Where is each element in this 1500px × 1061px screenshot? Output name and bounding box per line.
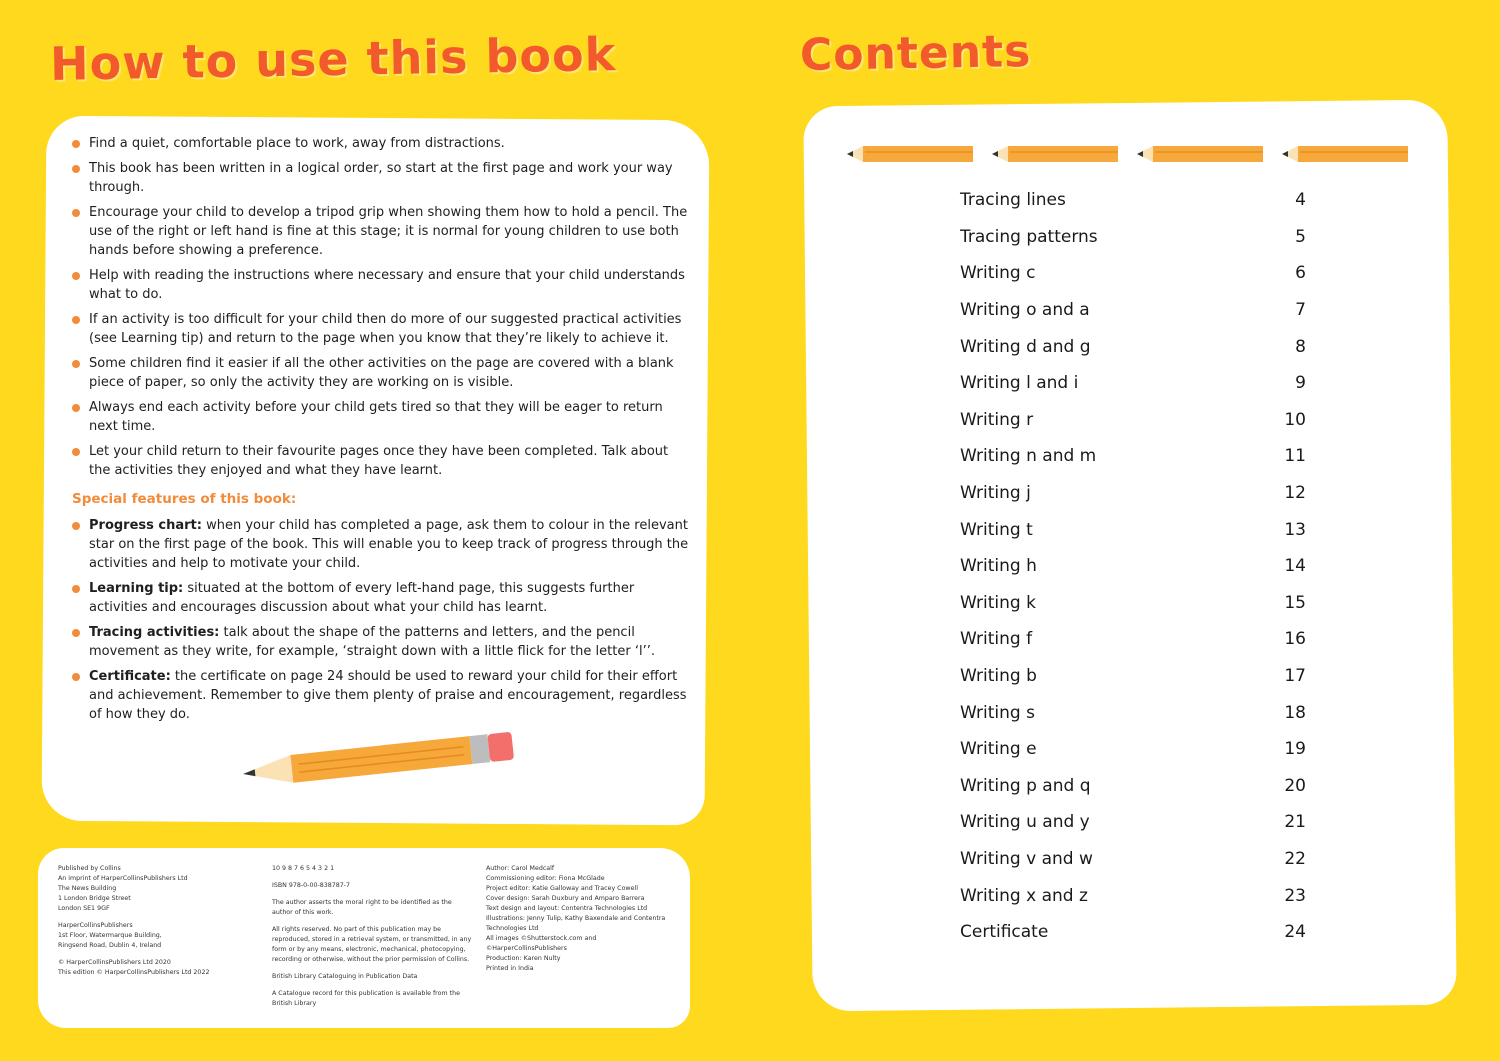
info-paragraph: © HarperCollinsPublishers Ltd 2020 This edition © HarperCollinsPublishers Ltd 2022	[58, 959, 210, 976]
toc-page-number: 10	[1284, 409, 1306, 430]
feature-term: Certificate:	[89, 669, 171, 684]
toc-entry[interactable]	[960, 511, 1306, 548]
toc-entry[interactable]	[960, 255, 1306, 292]
toc-label: Writing b	[960, 666, 1037, 687]
info-paragraph: The author asserts the moral right to be identified as the author of this work.	[272, 899, 452, 916]
pencil-eraser	[487, 732, 514, 762]
toc-entry[interactable]	[960, 768, 1306, 805]
feature-item	[72, 623, 692, 661]
toc-label: Writing h	[960, 556, 1037, 577]
feature-term: Progress chart:	[89, 518, 202, 533]
tip-item: Help with reading the instructions where necessary and ensure that your child understands what to do.	[72, 266, 692, 304]
pencil-icon	[845, 143, 975, 165]
toc-page-number: 22	[1284, 848, 1306, 869]
toc-label: Writing n and m	[960, 446, 1097, 467]
toc-page-number: 6	[1295, 263, 1306, 284]
toc-page-number: 8	[1295, 336, 1306, 357]
toc-page-number: 17	[1284, 666, 1306, 687]
toc-entry[interactable]	[960, 877, 1306, 914]
tip-item: Find a quiet, comfortable place to work, away from distractions.	[72, 134, 692, 153]
tip-item: Always end each activity before your child gets tired so that they will be eager to return next time.	[72, 398, 692, 436]
toc-entry[interactable]	[960, 621, 1306, 658]
toc-label: Writing k	[960, 592, 1036, 613]
toc-label: Writing c	[960, 263, 1036, 284]
toc-label: Writing o and a	[960, 300, 1090, 321]
toc-label: Writing v and w	[960, 848, 1093, 869]
toc-page-number: 19	[1284, 739, 1306, 760]
tip-item: This book has been written in a logical order, so start at the first page and work your way through.	[72, 159, 692, 197]
toc-entry[interactable]	[960, 475, 1306, 512]
toc-label: Writing d and g	[960, 336, 1091, 357]
toc-label: Tracing lines	[960, 190, 1066, 211]
features-list	[72, 516, 692, 730]
info-paragraph: 10 9 8 7 6 5 4 3 2 1	[272, 865, 335, 872]
toc-label: Writing j	[960, 483, 1031, 504]
publisher-info	[58, 864, 248, 985]
toc-page-number: 18	[1284, 702, 1306, 723]
toc-label: Writing l and i	[960, 373, 1079, 394]
toc-label: Writing r	[960, 409, 1034, 430]
credits-info	[486, 864, 678, 981]
toc-page-number: 16	[1284, 629, 1306, 650]
toc-page-number: 14	[1284, 556, 1306, 577]
toc-entry[interactable]	[960, 365, 1306, 402]
feature-text: when your child has completed a page, ask them to colour in the relevant star on the first page of the book. This will enable you to keep track of progress through the activities and help to motivate your child.	[89, 518, 689, 571]
toc-label: Writing p and q	[960, 775, 1091, 796]
tips-list	[72, 134, 692, 486]
pencil-body	[290, 736, 472, 783]
tip-item: If an activity is too difficult for your child then do more of our suggested practical activities (see Learning tip) and return to the page when you know that they’re likely to achieve it.	[72, 310, 692, 348]
toc-entry[interactable]	[960, 438, 1306, 475]
feature-item	[72, 579, 692, 617]
feature-text: situated at the bottom of every left-hand page, this suggests further activities and encourages discussion about what your child has learnt.	[89, 581, 635, 615]
toc-entry[interactable]	[960, 694, 1306, 731]
toc-entry[interactable]	[960, 658, 1306, 695]
toc-label: Writing x and z	[960, 885, 1088, 906]
toc-entry[interactable]	[960, 548, 1306, 585]
rights-info	[272, 864, 472, 1016]
toc-label: Tracing patterns	[960, 226, 1098, 247]
toc-page-number: 7	[1295, 300, 1306, 321]
info-paragraph: A Catalogue record for this publication is available from the British Library	[272, 990, 460, 1007]
toc-label: Certificate	[960, 922, 1049, 943]
toc-label: Writing s	[960, 702, 1035, 723]
toc-page-number: 12	[1284, 483, 1306, 504]
toc-page-number: 4	[1295, 190, 1306, 211]
toc-page-number: 11	[1284, 446, 1306, 467]
feature-term: Learning tip:	[89, 581, 184, 596]
toc-label: Writing u and y	[960, 812, 1090, 833]
toc-page-number: 13	[1284, 519, 1306, 540]
pencil-icon	[1135, 143, 1265, 165]
info-paragraph: All rights reserved. No part of this publication may be reproduced, stored in a retrieval system, or transmitted, in any form or by any means, electronic, mechanical, photocopying, recording or otherwise, without the prior permission of Collins.	[272, 926, 472, 963]
toc-page-number: 5	[1295, 226, 1306, 247]
toc-label: Writing e	[960, 739, 1037, 760]
tip-item: Let your child return to their favourite pages once they have been completed. Talk about the activities they enjoyed and what they have learnt.	[72, 442, 692, 480]
toc-entry[interactable]	[960, 731, 1306, 768]
contents-title: Contents	[799, 25, 1032, 82]
toc-entry[interactable]	[960, 328, 1306, 365]
pencil-illustration	[236, 726, 521, 786]
special-features-heading: Special features of this book:	[72, 491, 297, 507]
toc-page-number: 9	[1295, 373, 1306, 394]
toc-entry[interactable]	[960, 914, 1306, 951]
info-paragraph: ISBN 978-0-00-838787-7	[272, 882, 351, 889]
info-paragraph: HarperCollinsPublishers 1st Floor, Watermarque Building, Ringsend Road, Dublin 4, Ireland	[58, 922, 162, 949]
feature-item	[72, 667, 692, 724]
how-to-use-title: How to use this book	[49, 27, 617, 91]
toc-entry[interactable]	[960, 841, 1306, 878]
info-paragraph: British Library Cataloguing in Publication Data	[272, 973, 418, 980]
feature-item	[72, 516, 692, 573]
toc-entry[interactable]	[960, 804, 1306, 841]
feature-term: Tracing activities:	[89, 625, 220, 640]
tip-item: Some children find it easier if all the other activities on the page are covered with a blank piece of paper, so only the activity they are working on is visible.	[72, 354, 692, 392]
pencil-icon	[990, 143, 1120, 165]
tip-item: Encourage your child to develop a tripod grip when showing them how to hold a pencil. The use of the right or left hand is fine at this stage; it is normal for young children to use both hands before showing a preference.	[72, 203, 692, 260]
toc-entry[interactable]	[960, 182, 1306, 219]
contents-list	[960, 182, 1306, 950]
feature-text: the certificate on page 24 should be used to reward your child for their effort and achievement. Remember to give them plenty of praise and encouragement, regardless of how they do.	[89, 669, 687, 722]
toc-page-number: 24	[1284, 922, 1306, 943]
toc-entry[interactable]	[960, 402, 1306, 439]
pencil-ferrule	[469, 734, 490, 764]
toc-page-number: 20	[1284, 775, 1306, 796]
info-paragraph: Published by Collins An imprint of HarperCollinsPublishers Ltd The News Building 1 London Bridge Street London SE1 9GF	[58, 865, 188, 912]
toc-label: Writing t	[960, 519, 1033, 540]
toc-label: Writing f	[960, 629, 1033, 650]
pencil-lead	[243, 769, 256, 777]
toc-page-number: 23	[1284, 885, 1306, 906]
info-paragraph: Author: Carol Medcalf Commissioning editor: Fiona McGlade Project editor: Katie Galloway and Tracey Cowell Cover design: Sarah Duxbury and Amparo Barrera Text design and layout: Contentra Technologies Ltd Illustrations: Jenny Tulip, Kathy Baxendale and Contentra Technologies Ltd All images ©Shutterstock.com and ©HarperCollinsPublishers Production: Karen Nulty Printed in India	[486, 865, 666, 972]
toc-page-number: 15	[1284, 592, 1306, 613]
toc-entry[interactable]	[960, 219, 1306, 256]
toc-page-number: 21	[1284, 812, 1306, 833]
feature-text: talk about the shape of the patterns and letters, and the pencil movement as they write, for example, ‘straight down with a little flick for the letter ‘l’’.	[89, 625, 655, 659]
pencil-icon	[1280, 143, 1410, 165]
toc-entry[interactable]	[960, 585, 1306, 622]
pencil-wood-tip	[242, 755, 294, 786]
toc-entry[interactable]	[960, 292, 1306, 329]
